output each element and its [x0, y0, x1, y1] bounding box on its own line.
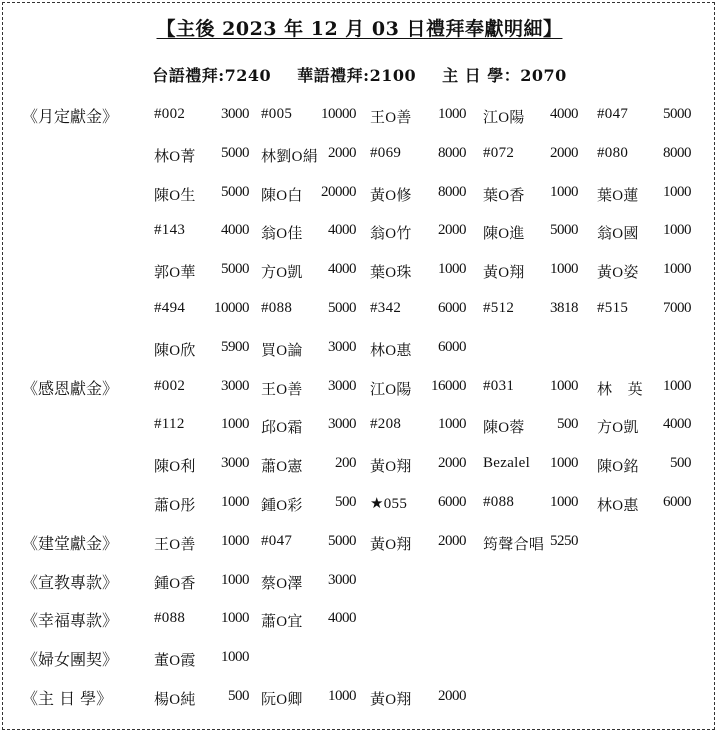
donor-name: 邱O霜 — [261, 420, 303, 437]
ledger-row — [0, 647, 719, 677]
donation-amount: 3000 — [221, 377, 249, 394]
donation-amount: 3818 — [550, 300, 578, 316]
donor-name: 翁O竹 — [370, 226, 412, 243]
donor-name: 陳O利 — [154, 459, 196, 476]
donation-amount: 1000 — [221, 416, 249, 433]
donor-name: 林 英 — [597, 381, 643, 398]
donation-amount: 5000 — [328, 300, 356, 316]
donor-name: 葉O蓮 — [597, 187, 639, 204]
donor-name: 董O霞 — [154, 653, 196, 670]
category-label: 《感恩獻金》 — [22, 378, 119, 398]
donor-name: 阮O卿 — [261, 692, 303, 708]
donation-amount: 5000 — [328, 532, 356, 549]
donor-name: 林劉O絹 — [261, 148, 319, 165]
donation-amount: 1000 — [438, 261, 466, 278]
donor-name: 黃O翔 — [370, 536, 412, 553]
donation-amount: 1000 — [438, 416, 466, 433]
donor-name: 黃O姿 — [597, 265, 639, 282]
donation-amount: 10000 — [214, 300, 249, 316]
donor-name: #072 — [483, 144, 515, 161]
ledger-row — [0, 143, 719, 173]
donation-amount: 5000 — [221, 261, 249, 278]
donation-amount: 7000 — [663, 300, 691, 316]
donation-amount: 2000 — [438, 222, 466, 239]
donor-name: #047 — [597, 106, 629, 122]
summary-sunday-school: 主 日 學：2070 — [442, 66, 567, 85]
donation-amount: 6000 — [438, 494, 466, 510]
donor-name: 方O凱 — [261, 265, 303, 282]
donation-amount: 3000 — [328, 571, 356, 588]
donor-name: 黃O修 — [370, 187, 412, 204]
donation-amount: 4000 — [328, 610, 356, 627]
donor-name: #002 — [154, 377, 186, 394]
donation-amount: 1000 — [663, 222, 691, 239]
donation-amount: 500 — [557, 416, 578, 433]
ledger-row — [0, 570, 719, 600]
donation-amount: 4000 — [550, 106, 578, 122]
donation-amount: 2000 — [438, 688, 466, 704]
attendance-summary — [0, 63, 719, 86]
donor-name: 葉O香 — [483, 187, 525, 204]
donation-amount: 10000 — [321, 106, 356, 122]
donor-name: #005 — [261, 106, 293, 122]
category-label: 《月定獻金》 — [22, 107, 119, 126]
donation-amount: 8000 — [438, 183, 466, 200]
donor-name: 黃O翔 — [370, 459, 412, 476]
donor-name: #088 — [154, 610, 186, 627]
donation-amount: 1000 — [221, 610, 249, 627]
ledger-row — [0, 492, 719, 522]
donor-name: 黃O翔 — [483, 265, 525, 282]
donation-amount: 5900 — [221, 338, 249, 355]
donor-name: 王O善 — [261, 381, 303, 398]
donor-name: 王O善 — [154, 536, 196, 553]
donation-amount: 1000 — [550, 261, 578, 278]
ledger-row — [0, 376, 719, 406]
donor-name: 葉O珠 — [370, 265, 412, 282]
donation-amount: 1000 — [550, 494, 578, 510]
donation-amount: 2000 — [438, 455, 466, 472]
donor-name: #494 — [154, 300, 186, 316]
donor-name: 鍾O彩 — [261, 498, 303, 514]
donation-amount: 1000 — [550, 377, 578, 394]
donation-amount: 1000 — [221, 649, 249, 666]
donation-amount: 1000 — [550, 455, 578, 472]
donor-name: 方O凱 — [597, 420, 639, 437]
donation-amount: 2000 — [550, 144, 578, 161]
ledger-row — [0, 104, 719, 134]
ledger-row — [0, 259, 719, 289]
donor-name: #112 — [154, 416, 185, 433]
donor-name: 買O論 — [261, 342, 303, 359]
donor-name: 陳O生 — [154, 187, 196, 204]
donation-amount: 1000 — [663, 377, 691, 394]
donation-amount: 1000 — [328, 688, 356, 704]
donor-name: #208 — [370, 416, 402, 433]
donation-amount: 2000 — [438, 532, 466, 549]
ledger-row — [0, 220, 719, 250]
donation-amount: 1000 — [663, 183, 691, 200]
donation-amount: 1000 — [221, 532, 249, 549]
ledger-row — [0, 608, 719, 638]
donor-name: 蕭O宜 — [261, 614, 303, 631]
donation-amount: 500 — [228, 688, 249, 704]
donor-name: 陳O白 — [261, 187, 303, 204]
donation-amount: 1000 — [663, 261, 691, 278]
donor-name: 筠聲合唱 — [483, 536, 545, 553]
donation-amount: 1000 — [438, 106, 466, 122]
donation-amount: 3000 — [328, 338, 356, 355]
page-title-text: 【主後 2023 年 12 月 03 日禮拜奉獻明細】 — [156, 18, 563, 40]
donor-name: #031 — [483, 377, 515, 394]
donation-amount: 2000 — [328, 144, 356, 161]
donation-amount: 5000 — [221, 183, 249, 200]
page-title — [0, 14, 719, 41]
donor-name: 陳O進 — [483, 226, 525, 243]
donor-name: 陳O銘 — [597, 459, 639, 476]
donation-amount: 500 — [335, 494, 356, 510]
donor-name: 郭O華 — [154, 265, 196, 282]
donor-name: 翁O國 — [597, 226, 639, 243]
donor-name: 江O陽 — [370, 381, 412, 398]
ledger-row — [0, 686, 719, 716]
ledger-row — [0, 182, 719, 212]
donation-amount: 1000 — [550, 183, 578, 200]
donation-amount: 6000 — [438, 338, 466, 355]
ledger-row — [0, 531, 719, 561]
donation-amount: 3000 — [221, 455, 249, 472]
donation-amount: 5000 — [550, 222, 578, 239]
donor-name: 陳O蓉 — [483, 420, 525, 437]
donation-amount: 8000 — [438, 144, 466, 161]
donor-name: #002 — [154, 106, 186, 122]
donor-name: 翁O佳 — [261, 226, 303, 243]
donor-name: #512 — [483, 300, 515, 316]
category-label: 《建堂獻金》 — [22, 533, 119, 553]
summary-taiwanese: 台語禮拜:7240 — [152, 66, 272, 85]
donor-name: 蕭O彤 — [154, 498, 196, 514]
donation-amount: 4000 — [328, 222, 356, 239]
category-label: 《幸福專款》 — [22, 611, 119, 631]
donor-name: #342 — [370, 300, 402, 316]
donation-amount: 1000 — [221, 571, 249, 588]
donation-amount: 3000 — [328, 377, 356, 394]
donor-name: ★055 — [370, 496, 408, 512]
donor-name: 王O善 — [370, 110, 412, 126]
donor-name: #080 — [597, 144, 629, 161]
donation-amount: 16000 — [431, 377, 466, 394]
donor-name: #088 — [483, 494, 515, 510]
donor-name: #047 — [261, 532, 293, 549]
summary-mandarin: 華語禮拜:2100 — [297, 66, 417, 85]
category-label: 《婦女團契》 — [22, 650, 119, 670]
donation-amount: 500 — [670, 455, 691, 472]
donation-amount: 6000 — [438, 300, 466, 316]
donor-name: 楊O純 — [154, 692, 196, 708]
donor-name: 林O惠 — [597, 498, 639, 514]
donor-name: #143 — [154, 222, 186, 239]
donor-name: 蕭O憲 — [261, 459, 303, 476]
donor-name: #088 — [261, 300, 293, 316]
ledger-row — [0, 337, 719, 367]
donation-amount: 6000 — [663, 494, 691, 510]
donation-amount: 3000 — [221, 106, 249, 122]
donor-name: #069 — [370, 144, 402, 161]
category-label: 《主 日 學》 — [22, 689, 113, 708]
donation-amount: 3000 — [328, 416, 356, 433]
donation-amount: 4000 — [221, 222, 249, 239]
donor-name: 鍾O香 — [154, 575, 196, 592]
donor-name: 黃O翔 — [370, 692, 412, 708]
donor-name: #515 — [597, 300, 629, 316]
donation-amount: 1000 — [221, 494, 249, 510]
category-label: 《宣教專款》 — [22, 572, 119, 592]
donor-name: 林O菁 — [154, 148, 196, 165]
donor-name: 江O陽 — [483, 110, 525, 126]
donation-amount: 200 — [335, 455, 356, 472]
donation-amount: 8000 — [663, 144, 691, 161]
donation-amount: 5000 — [663, 106, 691, 122]
donation-amount: 4000 — [328, 261, 356, 278]
donor-name: 林O惠 — [370, 342, 412, 359]
donation-amount: 4000 — [663, 416, 691, 433]
ledger-row — [0, 453, 719, 483]
donation-amount: 5000 — [221, 144, 249, 161]
donation-amount: 5250 — [550, 532, 578, 549]
donor-name: Bezalel — [483, 455, 531, 472]
donation-amount: 20000 — [321, 183, 356, 200]
donor-name: 陳O欣 — [154, 342, 196, 359]
donor-name: 蔡O澤 — [261, 575, 303, 592]
ledger-row — [0, 414, 719, 444]
ledger-row — [0, 298, 719, 328]
